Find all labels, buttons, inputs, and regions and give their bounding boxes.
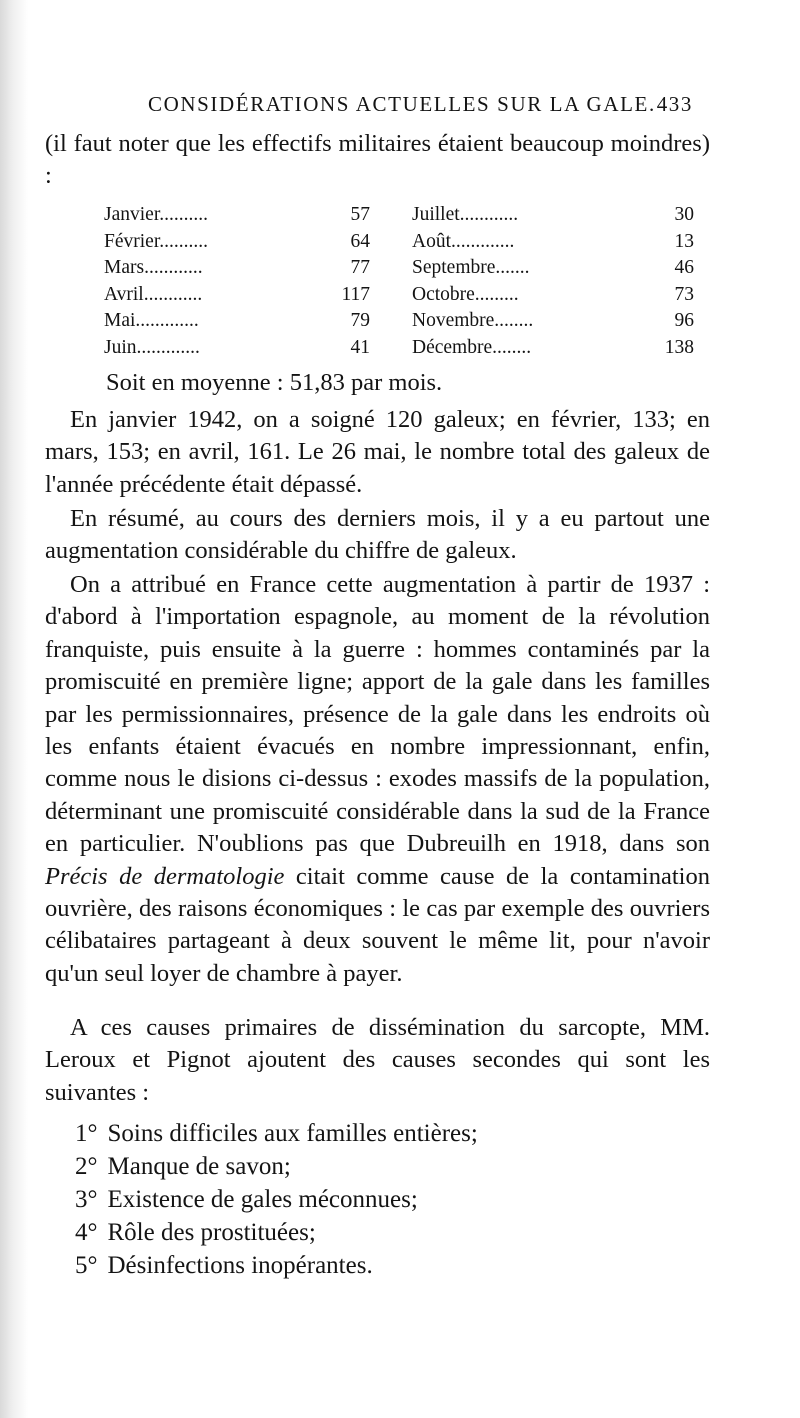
paragraph-causes-text: On a attribué en France cette augmentation à partir de 1937 : d'abord à l'importation espagnole, au moment de la révolution franquiste, puis ensuite à la guerre : hommes contaminés par la promiscuité en première ligne; apport de la gale dans les familles par les permissionnaires, présence de la gale dans les endroits où les enfants étaient évacués en nombre impressionnant, enfin, comme nous le disions ci-dessus : exodes massifs de la population, déterminant une promiscuité considérable dans la sud de la France en particulier. N'oublions pas que Dubreuilh en 1918, dans son [45, 571, 710, 858]
list-item-text: Existence de gales méconnues; [107, 1186, 418, 1213]
paragraph-secondary-causes: A ces causes primaires de dissémination du sarcopte, MM. Leroux et Pignot ajoutent des causes secondes qui sont les suivantes : [45, 1014, 710, 1106]
list-item-text: Désinfections inopérantes. [107, 1252, 373, 1279]
table-row [100, 308, 700, 335]
paragraph-1942-counts: En janvier 1942, on a soigné 120 galeux; en février, 133; en mars, 153; en avril, 161. Le 26 mai, le nombre total des galeux de l'année précédente était dépassé. [45, 406, 710, 498]
month-value: 79 [350, 310, 370, 331]
intro-text: (il faut noter que les effectifs militaires étaient beaucoup moindres) : [45, 130, 710, 190]
book-title: Précis de dermatologie [45, 862, 285, 890]
month-value: 138 [664, 336, 694, 358]
month-value: 77 [350, 257, 370, 278]
month-name: Juillet............ [412, 204, 519, 225]
month-value: 13 [674, 230, 694, 252]
month-name: Janvier.......... [104, 204, 208, 225]
scan-shadow-edge [0, 0, 28, 1418]
secondary-causes-list [75, 1117, 695, 1282]
list-item [75, 1183, 695, 1216]
table-row [100, 282, 700, 309]
month-value: 30 [674, 204, 694, 225]
month-value: 41 [350, 336, 370, 358]
running-title: CONSIDÉRATIONS ACTUELLES SUR LA GALE. [148, 92, 656, 116]
list-item [75, 1117, 695, 1150]
month-name: Mars............ [104, 257, 203, 278]
month-value: 57 [350, 204, 370, 225]
list-ordinal: 1° [75, 1120, 98, 1147]
table-row [100, 202, 700, 229]
month-name: Novembre........ [412, 310, 534, 331]
month-name: Décembre........ [412, 336, 532, 358]
month-name: Août............. [412, 230, 515, 252]
month-name: Février.......... [104, 230, 208, 252]
list-item [75, 1249, 695, 1282]
month-value: 96 [674, 310, 694, 331]
table-row [100, 255, 700, 282]
list-item-text: Soins difficiles aux familles entières; [107, 1120, 478, 1147]
list-ordinal: 2° [75, 1153, 98, 1180]
paragraph-summary: En résumé, au cours des derniers mois, il y a eu partout une augmentation considérable du chiffre de galeux. [45, 505, 710, 565]
monthly-cases-table [100, 202, 700, 361]
month-value: 46 [674, 257, 694, 278]
page-number: 433 [656, 92, 693, 116]
month-value: 73 [674, 283, 694, 305]
month-value: 117 [341, 283, 370, 305]
list-item [75, 1150, 695, 1183]
list-ordinal: 5° [75, 1252, 98, 1279]
list-item-text: Rôle des prostituées; [107, 1219, 316, 1246]
month-name: Octobre......... [412, 283, 519, 305]
table-row [100, 229, 700, 256]
month-name: Avril............ [104, 283, 203, 305]
month-name: Juin............. [104, 336, 200, 358]
table-row [100, 335, 700, 362]
list-item-text: Manque de savon; [107, 1153, 291, 1180]
list-ordinal: 3° [75, 1186, 98, 1213]
monthly-average: Soit en moyenne : 51,83 par mois. [106, 369, 443, 396]
list-ordinal: 4° [75, 1219, 98, 1246]
paragraph-causes [45, 569, 710, 990]
paragraph-causes-text-end: citait comme cause de la contamination ouvrière, des raisons économiques : le cas par exemple des ouvriers célibataires partageant à deux souvent le même lit, pour n'avoir qu'un seul loyer de chambre à payer. [45, 862, 710, 987]
running-header [148, 92, 693, 122]
month-name: Septembre....... [412, 257, 530, 278]
month-name: Mai............. [104, 310, 199, 331]
month-value: 64 [350, 230, 370, 252]
list-item [75, 1216, 695, 1249]
